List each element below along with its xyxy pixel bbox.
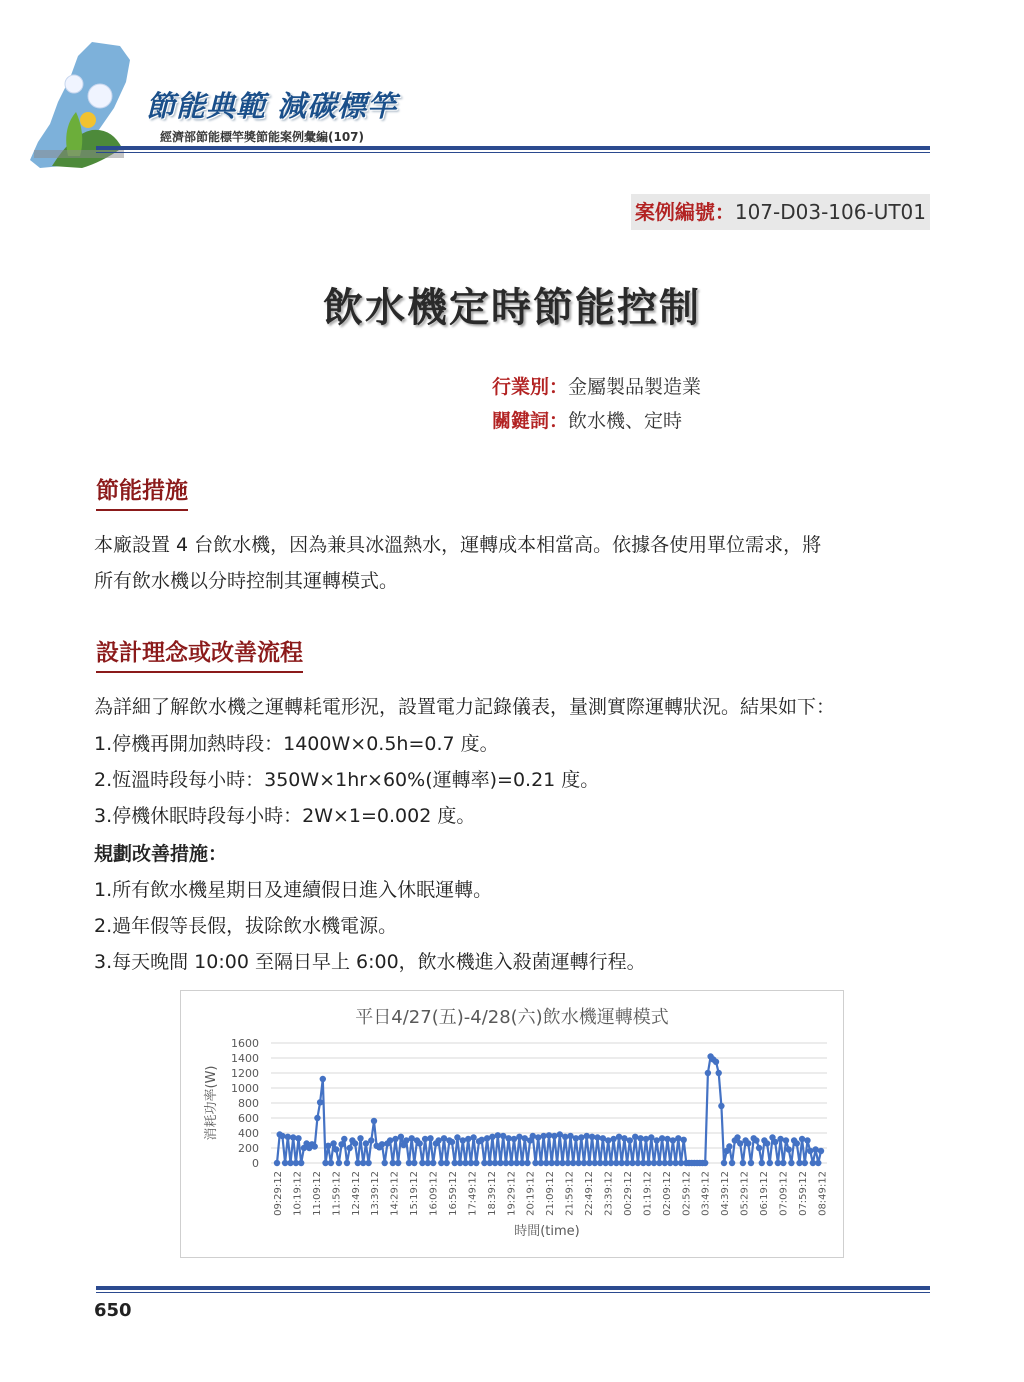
data-point: [573, 1135, 579, 1141]
keywords-label: 關鍵詞：: [492, 410, 569, 432]
header-divider-thin: [96, 152, 930, 153]
data-point: [524, 1160, 530, 1166]
data-point: [352, 1140, 358, 1146]
data-point: [786, 1146, 792, 1152]
plan-item-3: 3.每天晚間 10:00 至隔日早上 6:00，飲水機進入殺菌運轉行程。: [94, 951, 646, 973]
data-point: [675, 1135, 681, 1141]
data-point: [815, 1160, 821, 1166]
data-point: [430, 1160, 436, 1166]
data-point: [729, 1160, 735, 1166]
x-tick-label: 10:19:12: [292, 1171, 304, 1216]
series-line: [277, 1057, 821, 1164]
data-point: [551, 1133, 557, 1139]
data-point: [767, 1160, 773, 1166]
y-tick-label: 1000: [231, 1082, 259, 1095]
brand-subtitle: 經濟部節能標竿獎節能案例彙編(107): [160, 130, 365, 144]
y-tick-label: 600: [238, 1112, 259, 1125]
data-point: [465, 1136, 471, 1142]
data-point: [616, 1134, 622, 1140]
chart-x-axis-label: 時間(time): [514, 1224, 580, 1239]
data-point: [344, 1160, 350, 1166]
data-point: [314, 1115, 320, 1121]
y-tick-label: 400: [238, 1127, 259, 1140]
data-point: [444, 1160, 450, 1166]
data-point: [788, 1160, 794, 1166]
data-point: [546, 1132, 552, 1138]
data-point: [783, 1137, 789, 1143]
data-point: [365, 1160, 371, 1166]
data-point: [807, 1148, 813, 1154]
data-point: [535, 1134, 541, 1140]
data-point: [812, 1146, 818, 1152]
brand-title: 節能典範 減碳標竿: [146, 89, 398, 123]
data-point: [780, 1160, 786, 1166]
y-tick-label: 1200: [231, 1067, 259, 1080]
x-tick-label: 20:19:12: [525, 1171, 537, 1216]
x-tick-label: 11:09:12: [311, 1171, 323, 1216]
x-tick-label: 16:59:12: [447, 1171, 459, 1216]
data-point: [398, 1134, 404, 1140]
data-point: [333, 1146, 339, 1152]
data-point: [681, 1137, 687, 1143]
data-point: [664, 1136, 670, 1142]
design-item-3: 3.停機休眠時段每小時：2W×1=0.002 度。: [94, 805, 476, 827]
data-point: [721, 1160, 727, 1166]
plan-heading: 規劃改善措施：: [94, 843, 228, 865]
measures-line-1: 本廠設置 4 台飲水機，因為兼具冰溫熱水，運轉成本相當高。依據各使用單位需求，將: [94, 534, 822, 556]
data-point: [637, 1135, 643, 1141]
data-point: [648, 1134, 654, 1140]
data-point: [584, 1133, 590, 1139]
header-divider: [96, 146, 930, 150]
power-chart-svg: [181, 991, 843, 1257]
data-point: [371, 1118, 377, 1124]
data-point: [470, 1134, 476, 1140]
data-point: [328, 1160, 334, 1166]
data-point: [387, 1137, 393, 1143]
data-point: [594, 1134, 600, 1140]
x-tick-label: 00:29:12: [622, 1171, 634, 1216]
data-point: [473, 1160, 479, 1166]
data-point: [382, 1160, 388, 1166]
x-tick-label: 11:59:12: [331, 1171, 343, 1216]
x-tick-label: 02:59:12: [681, 1171, 693, 1216]
data-point: [702, 1160, 708, 1166]
data-point: [764, 1140, 770, 1146]
data-point: [818, 1148, 824, 1154]
data-point: [799, 1136, 805, 1142]
data-point: [627, 1137, 633, 1143]
data-point: [759, 1160, 765, 1166]
x-tick-label: 07:59:12: [797, 1171, 809, 1216]
y-tick-label: 800: [238, 1097, 259, 1110]
case-number-value: 107-D03-106-UT01: [734, 200, 926, 224]
plan-item-1: 1.所有飲水機星期日及連續假日進入休眠運轉。: [94, 879, 493, 901]
chart-y-axis-label: 消耗功率(W): [204, 1065, 219, 1141]
data-point: [368, 1137, 374, 1143]
data-point: [777, 1136, 783, 1142]
x-tick-label: 19:29:12: [506, 1171, 518, 1216]
taiwan-map-logo-icon: [22, 38, 162, 178]
x-tick-label: 21:09:12: [545, 1171, 557, 1216]
case-number-label: 案例編號：: [634, 200, 735, 224]
data-point: [505, 1135, 511, 1141]
footer-divider: [96, 1286, 930, 1290]
x-tick-label: 01:19:12: [642, 1171, 654, 1216]
keywords-value: 飲水機、定時: [568, 410, 683, 432]
data-point: [357, 1135, 363, 1141]
x-tick-label: 13:39:12: [370, 1171, 382, 1216]
data-point: [753, 1137, 759, 1143]
data-point: [454, 1134, 460, 1140]
x-tick-label: 14:29:12: [389, 1171, 401, 1216]
x-tick-label: 18:39:12: [486, 1171, 498, 1216]
section-heading-design: 設計理念或改善流程: [96, 634, 303, 673]
data-point: [794, 1140, 800, 1146]
data-point: [632, 1134, 638, 1140]
data-point: [748, 1160, 754, 1166]
x-tick-label: 06:19:12: [759, 1171, 771, 1216]
data-point: [659, 1135, 665, 1141]
data-point: [336, 1160, 342, 1166]
data-point: [417, 1140, 423, 1146]
x-tick-label: 08:49:12: [817, 1171, 829, 1216]
data-point: [422, 1136, 428, 1142]
x-tick-label: 22:49:12: [584, 1171, 596, 1216]
x-tick-label: 15:19:12: [409, 1171, 421, 1216]
page-title: 飲水機定時節能控制: [323, 285, 701, 331]
industry-label: 行業別：: [492, 376, 569, 398]
x-tick-label: 21:59:12: [564, 1171, 576, 1216]
data-point: [285, 1134, 291, 1140]
data-point: [516, 1134, 522, 1140]
data-point: [330, 1140, 336, 1146]
data-point: [460, 1137, 466, 1143]
data-point: [772, 1139, 778, 1145]
data-point: [540, 1133, 546, 1139]
data-point: [756, 1145, 762, 1151]
data-point: [578, 1134, 584, 1140]
y-tick-label: 1600: [231, 1037, 259, 1050]
y-tick-label: 0: [252, 1157, 259, 1170]
power-chart: [180, 990, 844, 1258]
data-point: [317, 1099, 323, 1105]
data-point: [726, 1143, 732, 1149]
data-point: [737, 1140, 743, 1146]
data-point: [298, 1160, 304, 1166]
x-tick-label: 16:09:12: [428, 1171, 440, 1216]
x-tick-label: 07:09:12: [778, 1171, 790, 1216]
case-number: [631, 194, 930, 230]
x-tick-label: 04:39:12: [720, 1171, 732, 1216]
data-point: [312, 1143, 318, 1149]
chart-title: 平日4/27(五)-4/28(六)飲水機運轉模式: [355, 1007, 669, 1028]
section-heading-measures: 節能措施: [96, 472, 188, 511]
y-tick-label: 200: [238, 1142, 259, 1155]
data-point: [713, 1059, 719, 1065]
data-point: [449, 1139, 455, 1145]
x-tick-label: 23:39:12: [603, 1171, 615, 1216]
x-tick-label: 03:49:12: [700, 1171, 712, 1216]
x-tick-label: 12:49:12: [350, 1171, 362, 1216]
data-point: [379, 1141, 385, 1147]
industry-row: [492, 372, 701, 399]
design-intro: 為詳細了解飲水機之運轉耗電形況，設置電力記錄儀表，量測實際運轉狀況。結果如下：: [94, 696, 836, 718]
page-number: 650: [94, 1300, 132, 1321]
data-point: [489, 1134, 495, 1140]
x-tick-label: 02:09:12: [661, 1171, 673, 1216]
data-point: [802, 1160, 808, 1166]
data-point: [740, 1160, 746, 1166]
data-point: [716, 1070, 722, 1076]
data-point: [395, 1160, 401, 1166]
data-point: [530, 1133, 536, 1139]
x-tick-label: 09:29:12: [273, 1171, 284, 1216]
data-point: [495, 1132, 501, 1138]
footer-divider-thin: [96, 1292, 930, 1293]
data-point: [363, 1140, 369, 1146]
data-point: [427, 1135, 433, 1141]
design-item-2: 2.恆溫時段每小時：350W×1hr×60%(運轉率)=0.21 度。: [94, 769, 600, 791]
data-point: [279, 1133, 285, 1139]
data-point: [705, 1070, 711, 1076]
y-tick-label: 1400: [231, 1052, 259, 1065]
industry-value: 金屬製品製造業: [568, 376, 702, 398]
data-point: [718, 1103, 724, 1109]
data-point: [589, 1134, 595, 1140]
data-point: [745, 1140, 751, 1146]
data-point: [479, 1137, 485, 1143]
data-point: [274, 1160, 280, 1166]
data-point: [804, 1137, 810, 1143]
data-point: [605, 1137, 611, 1143]
data-point: [411, 1160, 417, 1166]
x-tick-label: 05:29:12: [739, 1171, 751, 1216]
plan-item-2: 2.過年假等長假，拔除飲水機電源。: [94, 915, 398, 937]
data-point: [320, 1076, 326, 1082]
data-point: [295, 1135, 301, 1141]
data-point: [734, 1134, 740, 1140]
measures-line-2: 所有飲水機以分時控制其運轉模式。: [94, 570, 399, 592]
x-tick-label: 17:49:12: [467, 1171, 479, 1216]
keywords-row: [492, 406, 682, 433]
data-point: [341, 1136, 347, 1142]
data-point: [347, 1145, 353, 1151]
design-item-1: 1.停機再開加熱時段：1400W×0.5h=0.7 度。: [94, 733, 499, 755]
